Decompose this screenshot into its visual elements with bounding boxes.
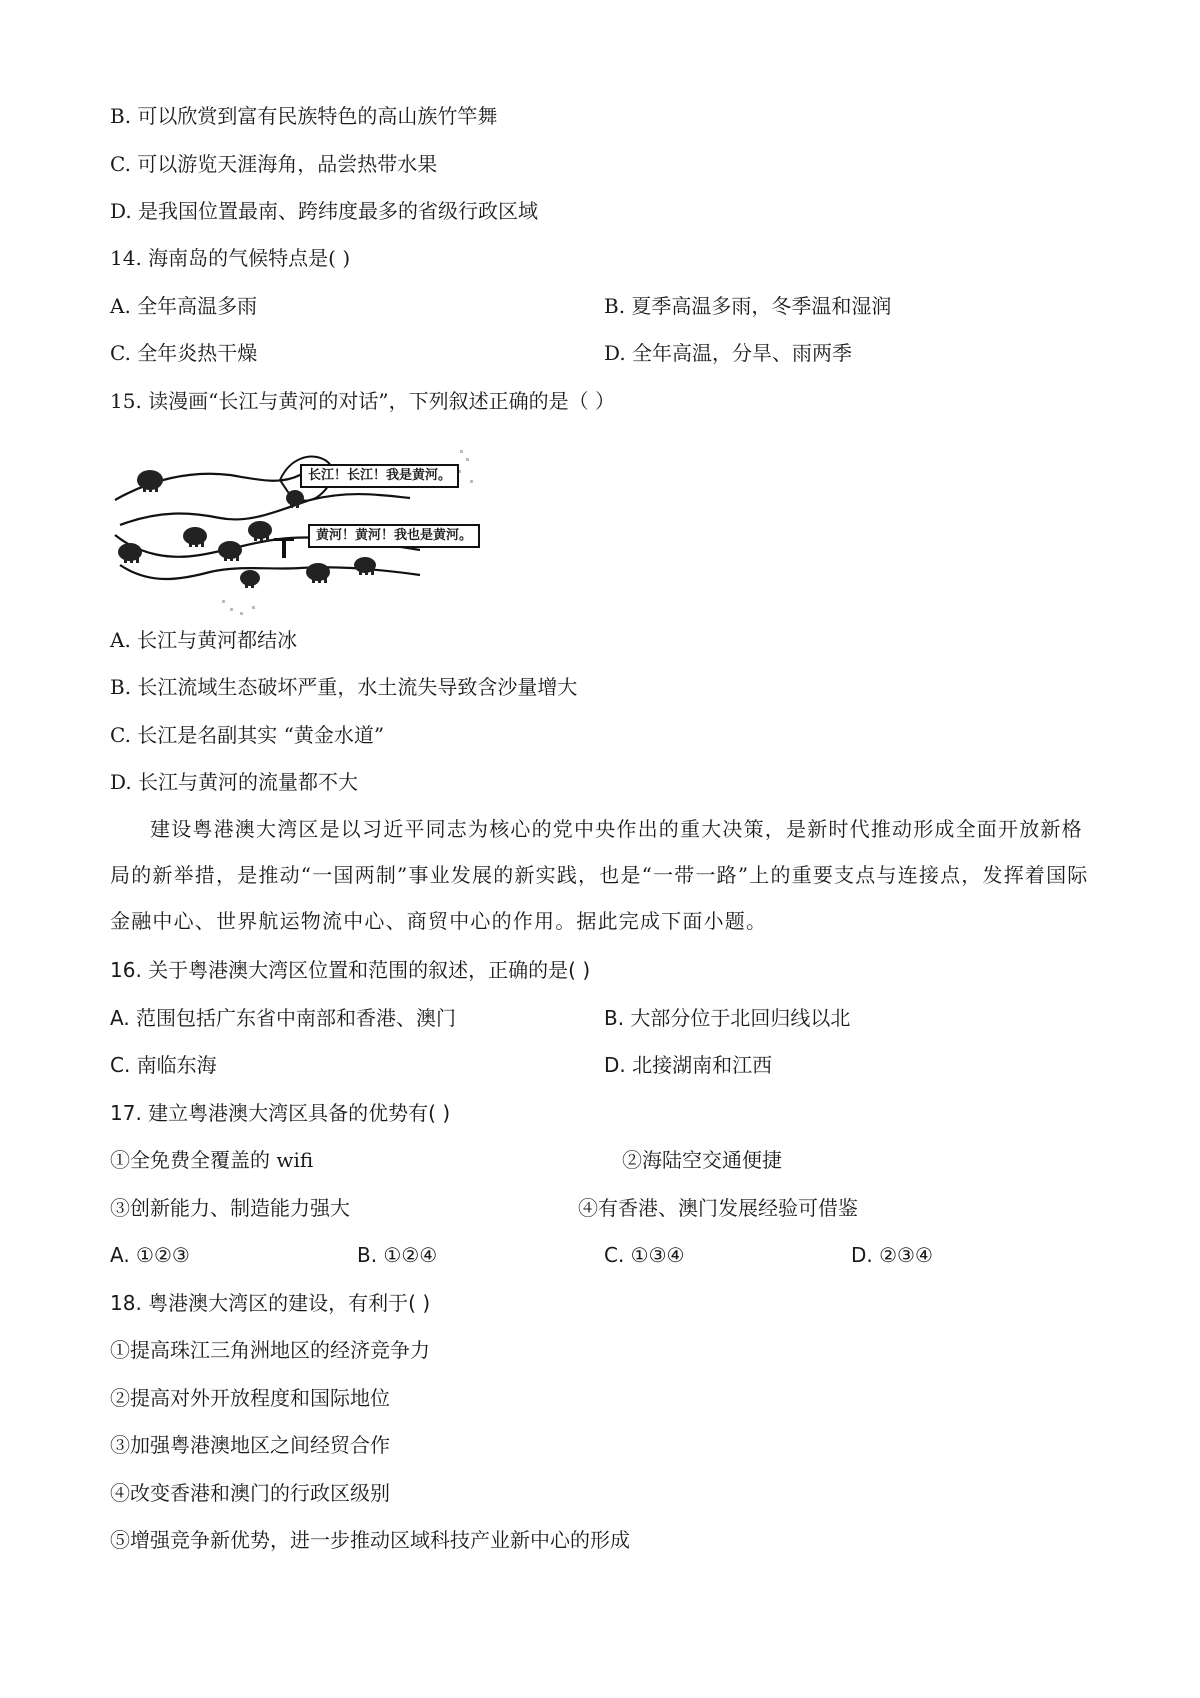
q16-option-d: D. 北接湖南和江西 — [604, 1053, 773, 1077]
q14-stem: 14. 海南岛的气候特点是( ) — [110, 246, 351, 270]
q16-option-a: A. 范围包括广东省中南部和香港、澳门 — [110, 1006, 457, 1030]
q17-option-c: C. ①③④ — [604, 1243, 685, 1267]
q17-stem: 17. 建立粤港澳大湾区具备的优势有( ) — [110, 1101, 451, 1125]
q18-stem: 18. 粤港澳大湾区的建设，有利于( ) — [110, 1291, 431, 1315]
cartoon-bubble-bottom: 黄河！黄河！我也是黄河。 — [308, 524, 480, 548]
q17-item-3: ③创新能力、制造能力强大 — [110, 1196, 350, 1220]
q15-option-b: B. 长江流域生态破坏严重，水土流失导致含沙量增大 — [110, 675, 578, 699]
q18-item-2: ②提高对外开放程度和国际地位 — [110, 1386, 390, 1410]
cartoon-bubble-top: 长江！长江！我是黄河。 — [300, 464, 459, 488]
q17-item-4: ④有香港、澳门发展经验可借鉴 — [578, 1196, 858, 1220]
q17-option-d: D. ②③④ — [851, 1243, 933, 1267]
q13-option-b: B. 可以欣赏到富有民族特色的高山族竹竿舞 — [110, 104, 498, 128]
q14-option-d: D. 全年高温，分旱、雨两季 — [604, 341, 853, 365]
q18-item-1: ①提高珠江三角洲地区的经济竞争力 — [110, 1338, 430, 1362]
q18-item-5: ⑤增强竞争新优势，进一步推动区域科技产业新中心的形成 — [110, 1528, 630, 1552]
q16-stem: 16. 关于粤港澳大湾区位置和范围的叙述，正确的是( ) — [110, 958, 591, 982]
q14-option-b: B. 夏季高温多雨，冬季温和湿润 — [604, 294, 892, 318]
passage: 建设粤港澳大湾区是以习近平同志为核心的党中央作出的重大决策，是新时代推动形成全面开放新格局的新举措，是推动“一国两制”事业发展的新实践，也是“一带一路”上的重要支点与连接点，发挥着国际金融中心、世界航运物流中心、商贸中心的作用。据此完成下面小题。 — [110, 817, 1089, 933]
q13-option-d: D. 是我国位置最南、跨纬度最多的省级行政区域 — [110, 199, 539, 223]
q16-option-b: B. 大部分位于北回归线以北 — [604, 1006, 851, 1030]
q15-option-d: D. 长江与黄河的流量都不大 — [110, 770, 359, 794]
q15-option-a: A. 长江与黄河都结冰 — [110, 628, 298, 652]
q18-item-3: ③加强粤港澳地区之间经贸合作 — [110, 1433, 390, 1457]
q14-option-a: A. 全年高温多雨 — [110, 294, 258, 318]
q17-item-2: ②海陆空交通便捷 — [622, 1148, 782, 1172]
rivers-dialogue-cartoon — [110, 440, 510, 620]
q15-option-c: C. 长江是名副其实 “黄金水道” — [110, 723, 385, 747]
q17-item-1: ①全免费全覆盖的 wifi — [110, 1148, 314, 1172]
q17-option-b: B. ①②④ — [357, 1243, 438, 1267]
q14-option-c: C. 全年炎热干燥 — [110, 341, 258, 365]
q16-option-c: C. 南临东海 — [110, 1053, 217, 1077]
q13-option-c: C. 可以游览天涯海角，品尝热带水果 — [110, 152, 438, 176]
q18-item-4: ④改变香港和澳门的行政区级别 — [110, 1481, 390, 1505]
q15-stem: 15. 读漫画“长江与黄河的对话”，下列叙述正确的是（ ） — [110, 389, 615, 413]
q17-option-a: A. ①②③ — [110, 1243, 190, 1267]
